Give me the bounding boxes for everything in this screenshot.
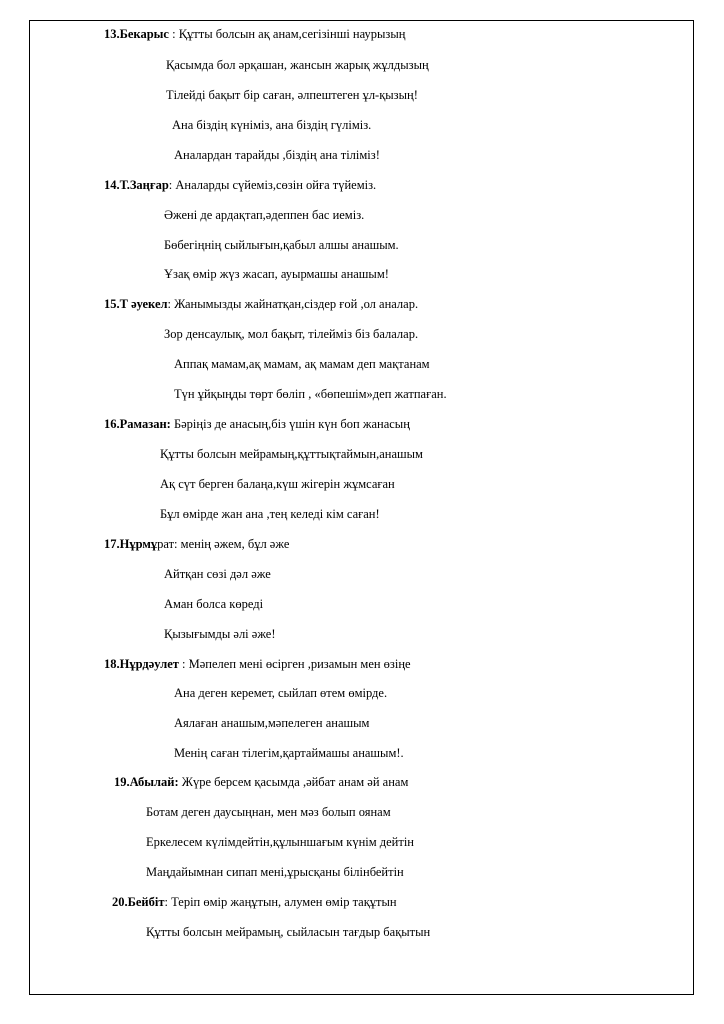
stanza-14-heading [104, 177, 376, 193]
poem-line: Аналарды сүйеміз,сөзін ойға түйеміз. [175, 178, 377, 192]
speaker-name: Бейбіт [127, 895, 165, 909]
poem-line: Қасымда бол әрқашан, жансын жарық жұлдызың [166, 58, 429, 72]
poem-line: Мәпелеп мені өсірген ,ризамын мен өзіңе [188, 657, 411, 671]
separator: : [167, 297, 175, 311]
speaker-name: Рамазан: [119, 417, 171, 431]
poem-line: Қызығымды әлі әже! [164, 627, 276, 641]
poem-line: Құтты болсын мейрамың, сыйласын тағдыр бақытын [146, 925, 431, 939]
stanza-number: 20. [112, 895, 128, 909]
speaker-name: Нұрдәулет [119, 657, 179, 671]
speaker-name: Нұрмұ [119, 537, 158, 551]
poem-line: Құтты болсын мейрамың,құттықтаймын,анашым [160, 447, 423, 461]
poem-line: Маңдайымнан сипап мені,ұрысқаны білінбейтін [146, 865, 404, 879]
poem-line: Жүре берсем қасымда ,әйбат анам әй анам [181, 775, 409, 789]
stanza-number: 16. [104, 417, 120, 431]
poem-line: Еркелесем күлімдейтін,құлыншағым күнім дейтін [146, 835, 414, 849]
poem-line: Аман болса көреді [164, 597, 264, 611]
separator: : [164, 895, 172, 909]
poem-line: Құтты болсын ақ анам,сегізінші наурызың [178, 27, 406, 41]
stanza-number: 17. [104, 537, 120, 551]
poem-line: Менің саған тілегім,қартаймашы анашым!. [174, 746, 404, 760]
separator: : [168, 178, 176, 192]
stanza-number: 19. [114, 775, 130, 789]
stanza-number: 18. [104, 657, 120, 671]
stanza-18-heading [104, 656, 411, 672]
stanza-number: 14. [104, 178, 120, 192]
stanza-15-heading [104, 296, 418, 312]
poem-line: Бөбегіңнің сыйлығын,қабыл алшы анашым. [164, 238, 399, 252]
speaker-name: Абылай: [129, 775, 179, 789]
poem-line: Бәріңіз де анасың,біз үшін күн боп жанасың [173, 417, 410, 431]
poem-line: Жанымызды жайнатқан,сіздер ғой ,ол аналар. [174, 297, 419, 311]
poem-line: Ақ сүт берген балаңа,күш жігерін жұмсаған [160, 477, 395, 491]
poem-line: Теріп өмір жаңұтын, алумен өмір тақұтын [171, 895, 397, 909]
speaker-name: Бекарыс [119, 27, 169, 41]
separator: : [168, 27, 179, 41]
poem-line: Ана біздің күніміз, ана біздің гүліміз. [172, 118, 372, 132]
stanza-number: 15. [104, 297, 120, 311]
poem-line: Тілейді бақыт бір саған, әлпештеген ұл-қызың! [166, 88, 418, 102]
poem-line: Ботам деген даусыңнан, мен мәз болып оянам [146, 805, 391, 819]
poem-line: Айтқан сөзі дәл әже [164, 567, 271, 581]
poem-line: Бұл өмірде жан ана ,тең келеді кім саған! [160, 507, 380, 521]
poem-line: Зор денсаулық, мол бақыт, тілейміз біз балалар. [164, 327, 419, 341]
poem-line: Аппақ мамам,ақ мамам, ақ мамам деп мақтанам [174, 357, 430, 371]
poem-line: Аналардан тарайды ,біздің ана тіліміз! [174, 148, 380, 162]
stanza-16-heading [104, 416, 410, 432]
separator: : [178, 657, 189, 671]
poem-line: Түн ұйқыңды төрт бөліп , «бөпешім»деп жатпаған. [174, 387, 447, 401]
poem-line: Аялаған анашым,мәпелеген анашым [174, 716, 370, 730]
stanza-17-heading [104, 536, 289, 552]
poem-line: менің әжем, бұл әже [180, 537, 290, 551]
poem-line: Ана деген керемет, сыйлап өтем өмірде. [174, 686, 388, 700]
speaker-name: Т.Заңғар [119, 178, 169, 192]
poem-line: Әжені де ардақтап,әдеппен бас иеміз. [164, 208, 365, 222]
stanza-number: 13. [104, 27, 120, 41]
stanza-19-heading [114, 774, 408, 790]
stanza-20-heading [112, 894, 397, 910]
separator: рат: [157, 537, 181, 551]
speaker-name: Т әуекел [119, 297, 168, 311]
stanza-13-heading [104, 26, 405, 42]
poem-line: Ұзақ өмір жүз жасап, ауырмашы анашым! [164, 267, 389, 281]
